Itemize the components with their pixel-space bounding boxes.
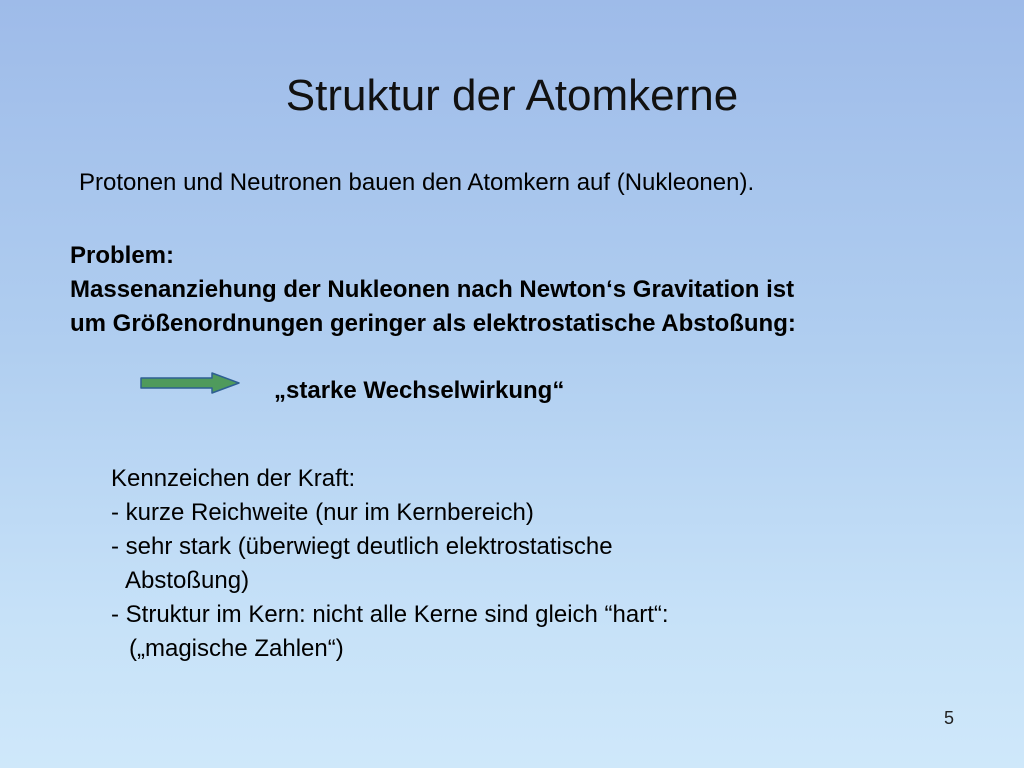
feature-item-strength: - sehr stark (überwiegt deutlich elektrostatische	[111, 533, 613, 560]
force-features-list	[111, 462, 669, 666]
feature-item-structure-cont: („magische Zahlen“)	[129, 635, 344, 662]
page-number: 5	[944, 708, 955, 728]
arrow-right-icon	[140, 372, 240, 394]
intro-text: Protonen und Neutronen bauen den Atomkern auf (Nukleonen).	[79, 169, 755, 196]
problem-line-2: um Größenordnungen geringer als elektrostatische Abstoßung:	[70, 310, 796, 337]
problem-block	[70, 239, 796, 341]
features-heading: Kennzeichen der Kraft:	[111, 465, 356, 492]
feature-item-range: - kurze Reichweite (nur im Kernbereich)	[111, 499, 534, 526]
problem-line-1: Massenanziehung der Nukleonen nach Newton‘s Gravitation ist	[70, 276, 795, 303]
feature-item-strength-cont: Abstoßung)	[125, 567, 250, 594]
strong-interaction-label: „starke Wechselwirkung“	[274, 377, 565, 404]
problem-heading: Problem:	[70, 242, 175, 269]
slide-title: Struktur der Atomkerne	[285, 71, 739, 120]
feature-item-structure: - Struktur im Kern: nicht alle Kerne sind gleich “hart“:	[111, 601, 669, 628]
